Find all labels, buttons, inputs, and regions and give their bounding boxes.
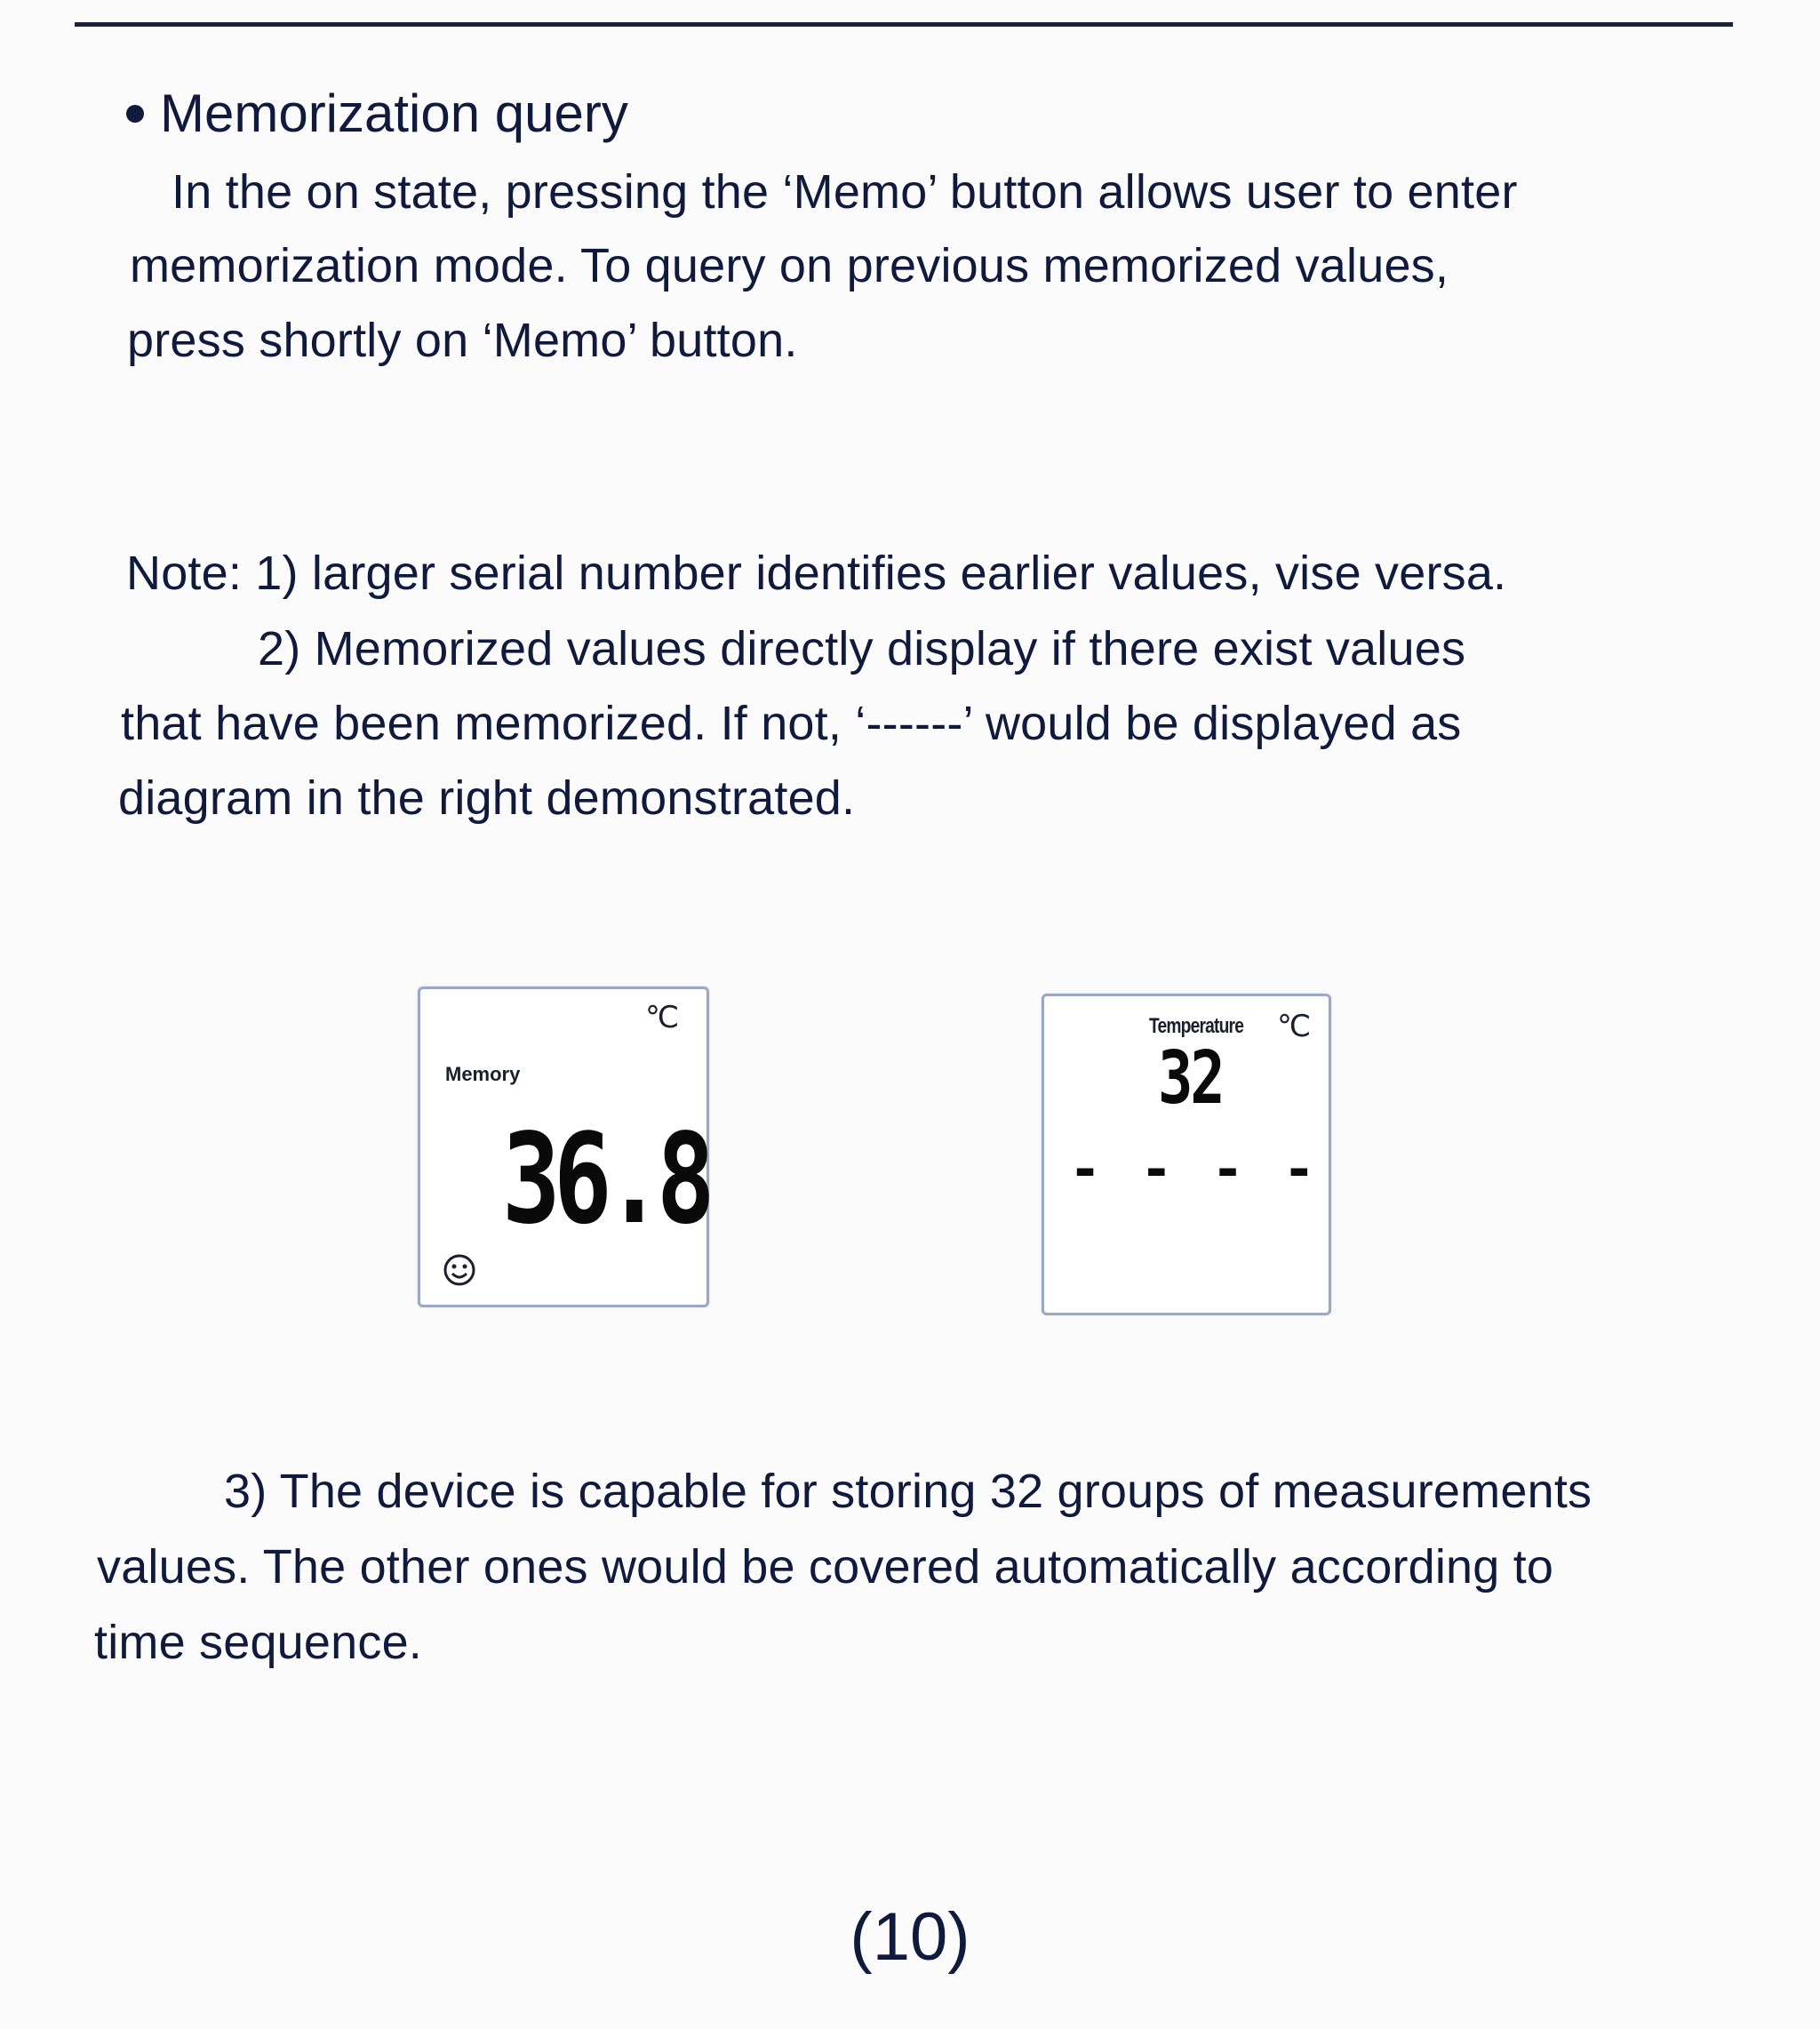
page-number: (10): [850, 1899, 970, 1975]
section-heading-text: Memorization query: [160, 84, 628, 143]
memory-label: Memory: [445, 1063, 521, 1085]
note-line: values. The other ones would be covered automatically according to: [97, 1540, 1554, 1594]
memory-display-example: [418, 987, 709, 1307]
celsius-unit: ℃: [645, 1001, 680, 1034]
record-index: 32: [1158, 1036, 1223, 1121]
note-line: 2) Memorized values directly display if there exist values: [258, 622, 1466, 675]
celsius-unit: ℃: [1277, 1010, 1312, 1043]
note-line: that have been memorized. If not, ‘------’ would be displayed as: [121, 697, 1462, 750]
note-line: 3) The device is capable for storing 32 groups of measurements: [224, 1465, 1592, 1518]
memory-reading: 36.8: [502, 1107, 708, 1252]
temperature-label: Temperature: [1149, 1014, 1244, 1038]
empty-reading-dashes: - - - -: [1069, 1138, 1319, 1201]
note-line: Note: 1) larger serial number identifies earlier values, vise versa.: [126, 547, 1507, 600]
paragraph-line: press shortly on ‘Memo’ button.: [127, 314, 798, 367]
no-record-display-example: [1042, 994, 1331, 1315]
paragraph-line: In the on state, pressing the ‘Memo’ button allows user to enter: [172, 165, 1518, 219]
note-line: diagram in the right demonstrated.: [118, 771, 856, 825]
note-line: time sequence.: [94, 1616, 423, 1669]
section-heading: [126, 82, 628, 146]
top-rule: [75, 22, 1733, 27]
paragraph-line: memorization mode. To query on previous memorized values,: [130, 239, 1449, 292]
bullet-icon: [126, 105, 144, 123]
smiley-face-icon: [442, 1252, 477, 1288]
